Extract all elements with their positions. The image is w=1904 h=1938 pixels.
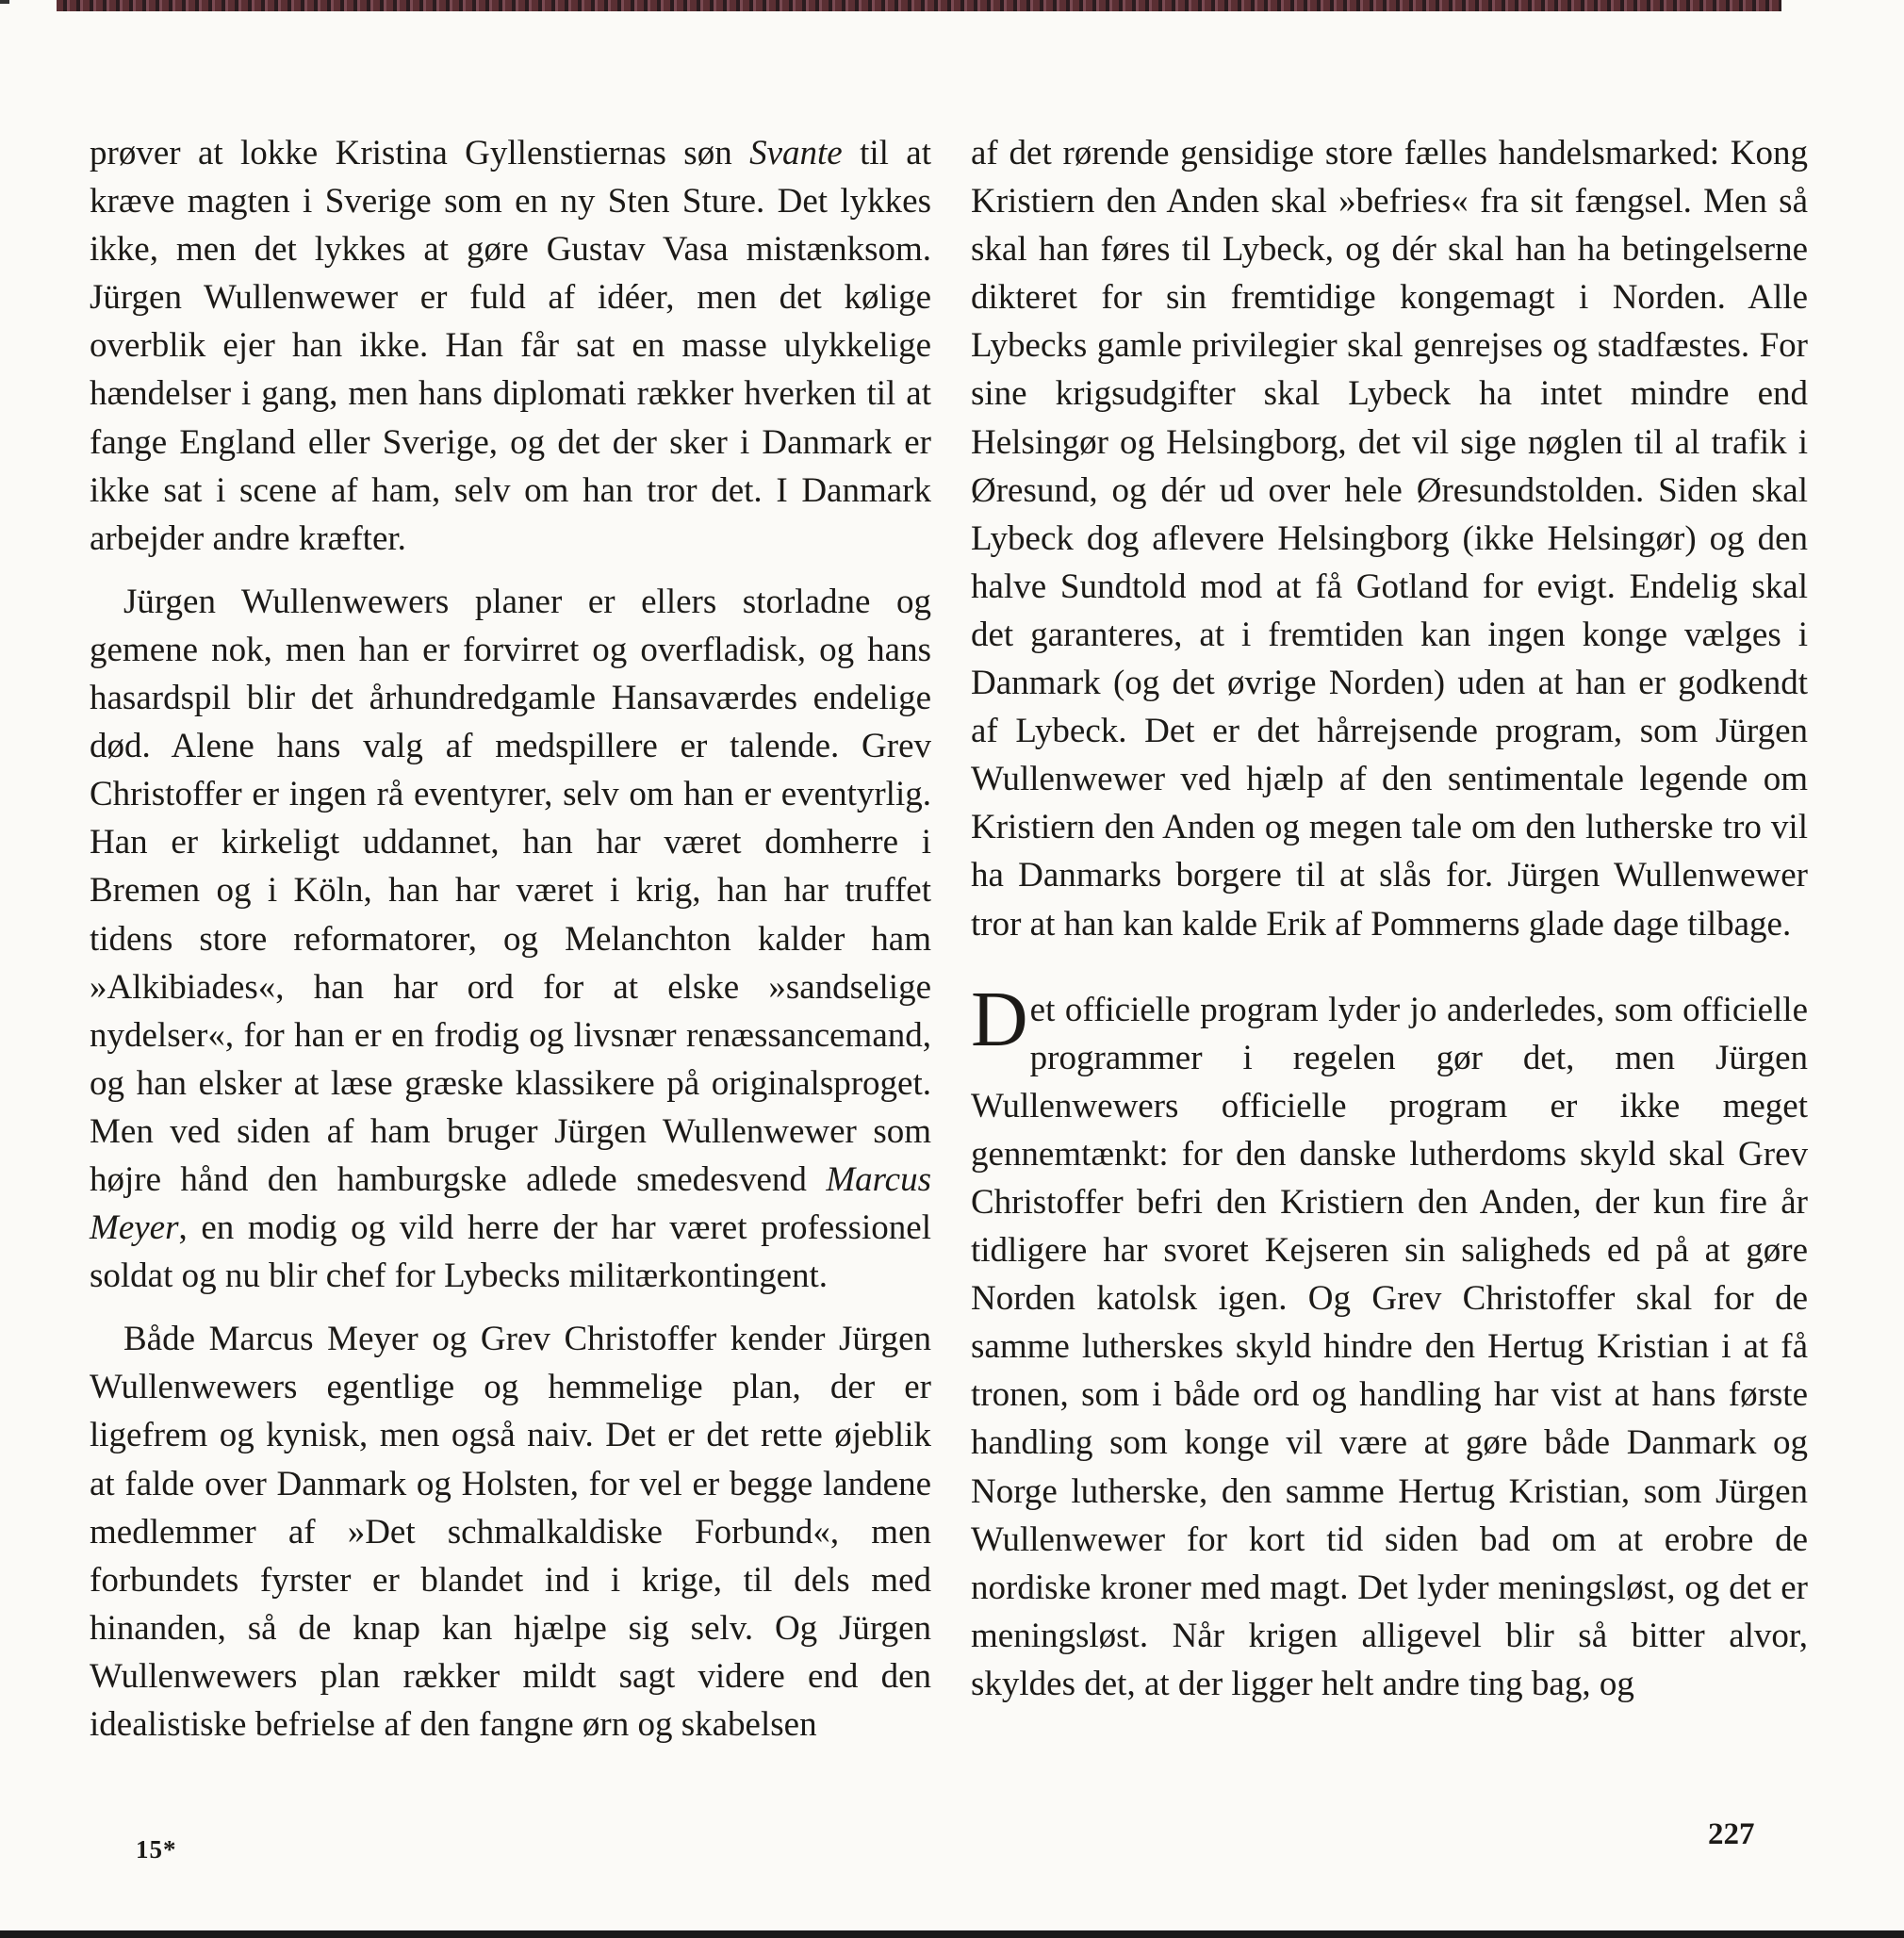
right-text-column [971, 129, 1808, 1708]
section-paragraph: Det officielle program lyder jo anderledes, som officielle programmer i regelen gør det, men Jürgen Wullenwewers officielle program er ikke meget gennemtænkt: for den danske lutherdoms skyld skal Grev Christoffer befri den Kristiern den Anden, der kun fire år tidligere har svoret Kejseren sin saligheds ed på at gøre Norden katolsk igen. Og Grev Christoffer skal for de samme lutherskes skyld hindre den Hertug Kristian i at få tronen, som i både ord og handling har vist at hans første handling som konge vil være at gøre både Danmark og Norge lutherske, den samme Hertug Kristian, som Jürgen Wullenwewer for kort tid siden bad om at erobre de nordiske kroner med magt. Det lyder meningsløst, og det er meningsløst. Når krigen alligevel blir så bitter alvor, skyldes det, at der ligger helt andre ting bag, og [971, 975, 1808, 1703]
page-number: 227 [1708, 1817, 1755, 1851]
corner-mark [0, 0, 9, 4]
emphasis-name: Svante [749, 134, 843, 172]
paragraph: af det rørende gensidige store fælles handelsmarked: Kong Kristiern den Anden skal »befries« fra sit fængsel. Men så skal han føres til Lybeck, og dér skal han ha betingelserne dikteret for sin fremtidige kongemagt i Norden. Alle Lybecks gamle privilegier skal genrejses og stadfæstes. For sine krigsudgifter skal Lybeck ha intet mindre end Helsingør og Helsingborg, det vil sige nøglen til al trafik i Øresund, og dér ud over hele Øresundstolden. Siden skal Lybeck dog aflevere Helsingborg (ikke Helsingør) og den halve Sundtold mod at få Gotland for evigt. Endelig skal det garanteres, at i fremtiden kan ingen konge vælges i Danmark (og det øvrige Norden) uden at han er godkendt af Lybeck. Det er det hårrejsende program, som Jürgen Wullenwewer ved hjælp af den sentimentale legende om Kristiern den Anden og megen tale om den lutherske tro vil ha Danmarks borgere til at slås for. Jürgen Wullenwewer tror at han kan kalde Erik af Pommerns glade dage tilbage. [971, 134, 1808, 944]
paragraph: prøver at lokke Kristina Gyllenstiernas søn Svante til at kræve magten i Sverige som en ny Sten Sture. Det lykkes ikke, men det lykkes at gøre Gustav Vasa mistænksom. Jürgen Wullenwewer er fuld af idéer, men det kølige overblik ejer han ikke. Han får sat en masse ulykkelige hændelser i gang, men hans diplomati rækker hverken til at fange England eller Sverige, og det der sker i Danmark er ikke sat i scene af ham, selv om han tror det. I Danmark arbejder andre kræfter. [90, 134, 932, 558]
signature-mark: 15* [136, 1835, 177, 1864]
left-text-column [90, 129, 931, 1749]
paragraph: Jürgen Wullenwewers planer er ellers storladne og gemene nok, men han er forvirret og overfladisk, og hans hasardspil blir det århundredgamle Hansaværdes endelige død. Alene hans valg af medspillere er talende. Grev Christoffer er ingen rå eventyrer, selv om han er eventyrlig. Han er kirkeligt uddannet, han har været domherre i Bremen og i Köln, han har været i krig, han har truffet tidens store reformatorer, og Melanchton kalder ham »Alkibiades«, han har ord for at elske »sandselige nydelser«, for han er en frodig og livsnær renæssancemand, og han elsker at læse græske klassikere på originalsproget. Men ved siden af ham bruger Jürgen Wullenwewer som højre hånd den hamburgske adlede smedesvend Marcus Meyer, en modig og vild herre der har været professionel soldat og nu blir chef for Lybecks militærkontingent. [90, 582, 931, 1296]
decorative-top-border [57, 0, 1781, 11]
bottom-edge [0, 1930, 1904, 1938]
emphasis-name: Marcus Meyer [90, 1159, 931, 1248]
drop-cap: D [971, 975, 1028, 1063]
paragraph: Både Marcus Meyer og Grev Christoffer kender Jürgen Wullenwewers egentlige og hemmelige plan, der er ligefrem og kynisk, men også naiv. Det er det rette øjeblik at falde over Danmark og Holsten, for vel er begge landene medlemmer af »Det schmalkaldiske Forbund«, men forbundets fyrster er blandet ind i krige, til dels med hinanden, så de knap kan hjælpe sig selv. Og Jürgen Wullenwewers plan rækker mildt sagt videre end den idealistiske befrielse af den fangne ørn og skabelsen [90, 1320, 931, 1744]
